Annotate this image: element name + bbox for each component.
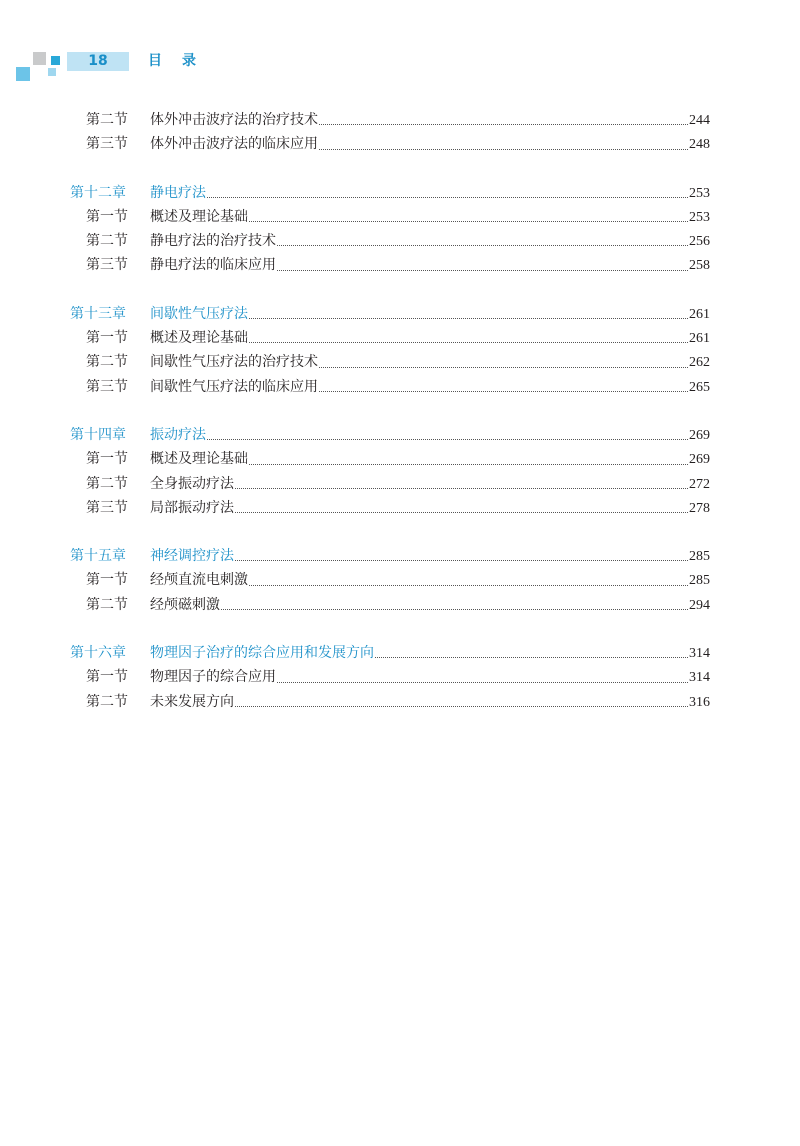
- toc-chapter-entry[interactable]: [70, 423, 710, 447]
- chapter-number: 第十二章: [70, 184, 126, 201]
- dot-leader: [207, 187, 688, 198]
- section-page-number: 265: [689, 379, 710, 395]
- dot-leader: [207, 429, 688, 440]
- dot-leader: [235, 550, 688, 561]
- toc-section-entry[interactable]: [70, 496, 710, 520]
- section-page-number: 269: [689, 452, 710, 468]
- section-number: 第二节: [86, 233, 128, 250]
- section-number: 第三节: [86, 378, 128, 395]
- section-page-number: 248: [689, 137, 710, 153]
- section-page-number: 262: [689, 355, 710, 371]
- dot-leader: [235, 502, 688, 513]
- page-header: [0, 0, 800, 90]
- section-title: 概述及理论基础: [150, 451, 248, 468]
- section-title: 体外冲击波疗法的治疗技术: [150, 112, 318, 128]
- section-page-number: 256: [689, 234, 710, 250]
- section-number: 第一节: [86, 451, 128, 468]
- toc-section-entry[interactable]: [70, 593, 710, 617]
- section-number: 第二节: [86, 354, 128, 371]
- section-number: 第二节: [86, 475, 128, 492]
- running-title: 目录: [148, 53, 216, 69]
- dot-leader: [319, 357, 688, 368]
- section-title: 静电疗法的临床应用: [150, 257, 276, 274]
- toc-section-entry[interactable]: [70, 472, 710, 496]
- section-number: 第一节: [86, 669, 128, 686]
- toc-section-entry[interactable]: [70, 690, 710, 714]
- chapter-page-number: 253: [689, 185, 710, 201]
- dot-leader: [249, 332, 688, 343]
- chapter-page-number: 314: [689, 646, 710, 662]
- section-number: 第三节: [86, 257, 128, 274]
- dot-leader: [249, 308, 688, 319]
- dot-leader: [319, 114, 688, 125]
- section-title: 物理因子的综合应用: [150, 669, 276, 686]
- chapter-page-number: 261: [689, 306, 710, 322]
- section-page-number: 261: [689, 331, 710, 347]
- dot-leader: [249, 454, 688, 465]
- chapter-title: 神经调控疗法: [150, 548, 234, 565]
- section-title: 经颅直流电刺激: [150, 572, 248, 589]
- chapter-number: 第十四章: [70, 426, 126, 443]
- chapter-title: 静电疗法: [150, 184, 206, 201]
- chapter-number: 第十六章: [70, 645, 126, 662]
- toc-section-entry[interactable]: [70, 447, 710, 471]
- dot-leader: [277, 260, 688, 271]
- toc-section-entry[interactable]: [70, 108, 710, 132]
- section-page-number: 253: [689, 209, 710, 225]
- dot-leader: [277, 672, 688, 683]
- toc-chapter-entry[interactable]: [70, 181, 710, 205]
- toc-section-entry[interactable]: [70, 665, 710, 689]
- section-title: 间歇性气压疗法的治疗技术: [150, 354, 318, 371]
- decor-square-pale-blue: [48, 68, 56, 76]
- toc-group: [70, 302, 710, 399]
- section-number: 第一节: [86, 330, 128, 347]
- toc-section-entry[interactable]: [70, 375, 710, 399]
- decor-square-blue: [51, 56, 60, 65]
- section-title: 静电疗法的治疗技术: [150, 233, 276, 250]
- section-title: 概述及理论基础: [150, 330, 248, 347]
- toc-group: [70, 108, 710, 157]
- toc-group: [70, 423, 710, 520]
- dot-leader: [249, 575, 688, 586]
- section-page-number: 258: [689, 258, 710, 274]
- section-page-number: 285: [689, 573, 710, 589]
- toc-group: [70, 641, 710, 714]
- dot-leader: [235, 696, 688, 707]
- section-page-number: 272: [689, 476, 710, 492]
- section-title: 局部振动疗法: [150, 499, 234, 516]
- section-page-number: 244: [689, 113, 710, 128]
- dot-leader: [235, 478, 688, 489]
- section-number: 第一节: [86, 208, 128, 225]
- toc-chapter-entry[interactable]: [70, 544, 710, 568]
- section-title: 体外冲击波疗法的临床应用: [150, 136, 318, 153]
- toc-section-entry[interactable]: [70, 229, 710, 253]
- chapter-page-number: 269: [689, 427, 710, 443]
- section-title: 未来发展方向: [150, 693, 234, 710]
- toc-section-entry[interactable]: [70, 350, 710, 374]
- decor-square-gray: [33, 52, 46, 65]
- section-title: 概述及理论基础: [150, 208, 248, 225]
- section-page-number: 314: [689, 670, 710, 686]
- table-of-contents: [70, 108, 710, 738]
- page-number: 18: [88, 53, 108, 69]
- section-page-number: 316: [689, 694, 710, 710]
- chapter-number: 第十五章: [70, 548, 126, 565]
- dot-leader: [221, 599, 688, 610]
- section-title: 全身振动疗法: [150, 475, 234, 492]
- dot-leader: [277, 235, 688, 246]
- section-number: 第二节: [86, 112, 128, 128]
- chapter-title: 振动疗法: [150, 426, 206, 443]
- toc-chapter-entry[interactable]: [70, 641, 710, 665]
- section-number: 第三节: [86, 136, 128, 153]
- dot-leader: [375, 647, 688, 658]
- section-number: 第二节: [86, 596, 128, 613]
- toc-group: [70, 181, 710, 278]
- chapter-page-number: 285: [689, 549, 710, 565]
- section-title: 经颅磁刺激: [150, 596, 220, 613]
- section-number: 第三节: [86, 499, 128, 516]
- section-number: 第二节: [86, 693, 128, 710]
- toc-section-entry[interactable]: [70, 205, 710, 229]
- toc-section-entry[interactable]: [70, 568, 710, 592]
- section-page-number: 278: [689, 500, 710, 516]
- chapter-title: 物理因子治疗的综合应用和发展方向: [150, 645, 374, 662]
- chapter-title: 间歇性气压疗法: [150, 305, 248, 322]
- section-title: 间歇性气压疗法的临床应用: [150, 378, 318, 395]
- toc-section-entry[interactable]: [70, 132, 710, 156]
- decor-square-light-blue: [16, 67, 30, 81]
- toc-group: [70, 544, 710, 617]
- chapter-number: 第十三章: [70, 305, 126, 322]
- dot-leader: [249, 211, 688, 222]
- dot-leader: [319, 139, 688, 150]
- toc-section-entry[interactable]: [70, 253, 710, 277]
- toc-section-entry[interactable]: [70, 326, 710, 350]
- section-number: 第一节: [86, 572, 128, 589]
- toc-chapter-entry[interactable]: [70, 302, 710, 326]
- section-page-number: 294: [689, 597, 710, 613]
- dot-leader: [319, 381, 688, 392]
